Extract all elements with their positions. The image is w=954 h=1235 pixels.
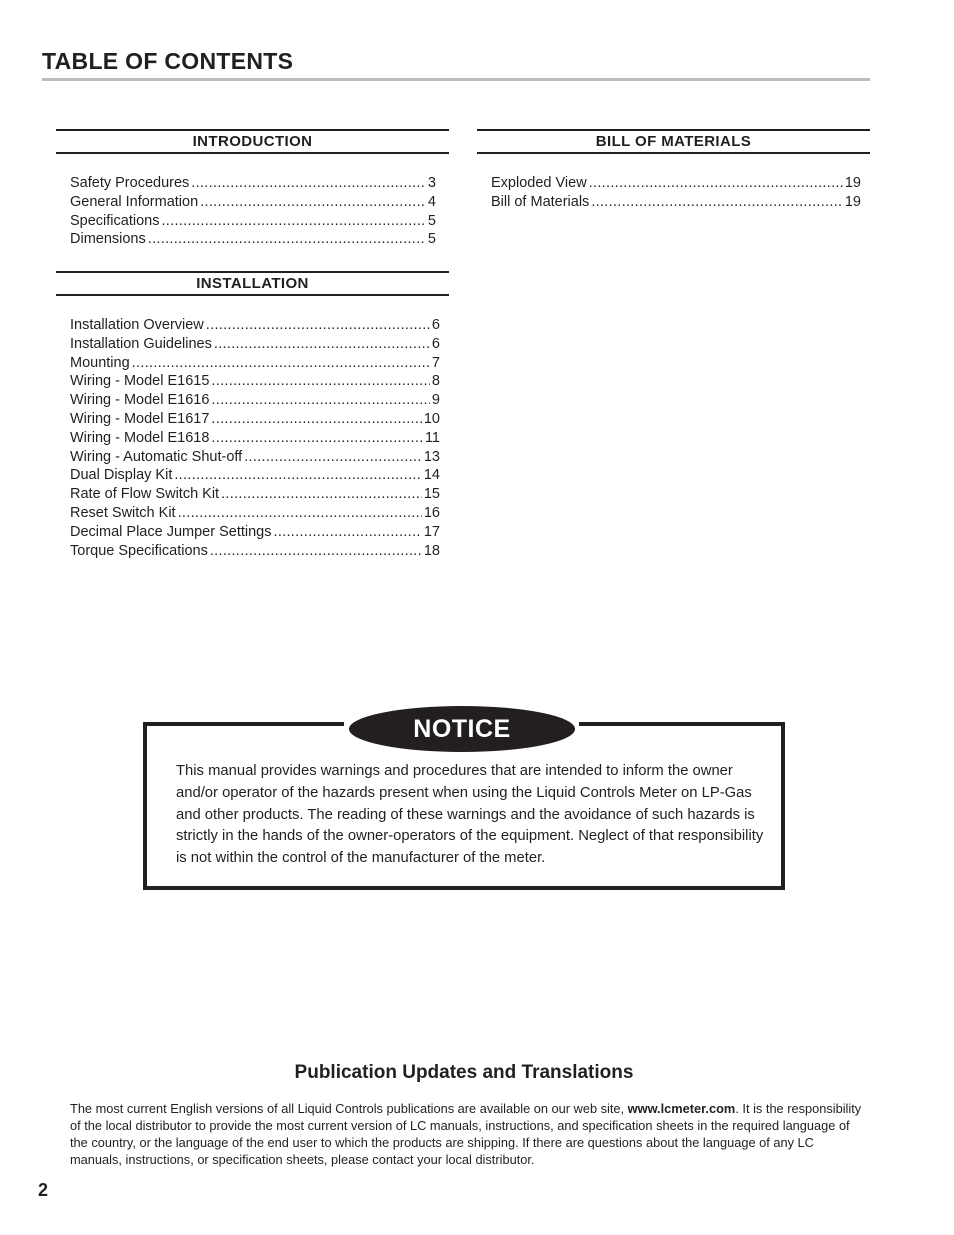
toc-entry-label: Exploded View [491,175,587,191]
toc-entry-label: Wiring - Model E1617 [70,410,210,427]
publication-text-intro: The most current English versions of all Liquid Controls publications are available on our web site, [70,1101,628,1116]
toc-leader-dots [210,542,422,561]
page-number: 2 [38,1180,49,1200]
toc-leader-dots [244,448,422,467]
publication-text-rest: . It is the responsibility of the local distributor to provide the most current version of LC manuals, instructions, and specification sheets in the required language of the country, or the language of the end user to which the products are shipping. If there are questions about the language of any LC manuals, instructions, or specification sheets, please contact your local distributor. [70,1101,862,1167]
toc-entry[interactable] [491,174,861,193]
toc-entry-page: 19 [844,193,861,210]
toc-leader-dots [178,504,422,523]
section-heading-bill-of-materials: BILL OF MATERIALS [477,129,870,154]
toc-entry-label: Reset Switch Kit [70,504,176,521]
toc-entry-label: General Information [70,193,199,210]
toc-entry-page: 10 [423,410,440,427]
toc-entry-page: 15 [423,486,440,503]
toc-list-introduction [70,174,436,249]
toc-entry[interactable] [70,391,440,410]
toc-entry-page: 4 [427,193,436,210]
toc-entry-label: Safety Procedures [70,175,190,191]
toc-leader-dots [132,354,430,373]
toc-entry-page: 9 [431,392,440,409]
toc-entry-page: 6 [431,317,440,333]
toc-leader-dots [211,410,421,429]
toc-entry-label: Wiring - Model E1615 [70,373,210,390]
toc-section-installation [56,271,449,560]
toc-entry-page: 11 [424,429,440,446]
toc-section-introduction [56,129,449,249]
toc-entry[interactable] [70,448,440,467]
section-heading-installation: INSTALLATION [56,271,449,296]
toc-leader-dots [200,193,426,212]
notice-text: This manual provides warnings and procedures that are intended to inform the owner and/or operator of the hazards present when using the Liquid Controls Meter on LP-Gas and other products. The reading of these warnings and the avoidance of such hazards is strictly in the hands of the owner-operators of the equipment. Neglect of that responsibility is not within the control of the manufacturer of the meter. [176,763,764,867]
toc-entry[interactable] [70,372,440,391]
toc-entry[interactable] [70,504,440,523]
toc-entry-page: 19 [844,175,861,191]
toc-leader-dots [148,230,426,249]
publication-heading: Publication Updates and Translations [294,1062,634,1083]
toc-leader-dots [214,335,430,354]
toc-leader-dots [174,466,422,485]
toc-entry[interactable] [70,429,440,448]
toc-entry[interactable] [70,466,440,485]
toc-entry-label: Bill of Materials [491,193,590,210]
toc-entry[interactable] [70,212,436,231]
toc-leader-dots [221,485,422,504]
toc-entry-label: Torque Specifications [70,542,208,559]
toc-entry-label: Rate of Flow Switch Kit [70,486,220,503]
toc-entry-page: 5 [427,231,436,248]
toc-entry[interactable] [70,230,436,249]
toc-leader-dots [589,174,843,193]
toc-list-bill-of-materials [491,174,861,212]
toc-leader-dots [191,174,426,193]
toc-leader-dots [211,429,423,448]
toc-entry-label: Wiring - Model E1616 [70,392,210,409]
toc-entry-page: 7 [431,354,440,371]
toc-entry[interactable] [70,335,440,354]
toc-entry-label: Decimal Place Jumper Settings [70,523,272,540]
toc-leader-dots [591,193,843,212]
toc-section-bill-of-materials [477,129,870,212]
toc-entry[interactable] [70,316,440,335]
toc-entry[interactable] [70,485,440,504]
toc-entry-page: 14 [423,467,440,484]
toc-entry[interactable] [70,542,440,561]
toc-entry-page: 16 [423,504,440,521]
toc-entry-label: Dimensions [70,231,146,248]
section-heading-introduction: INTRODUCTION [56,129,449,154]
publication-text [70,1100,865,1168]
toc-leader-dots [206,316,430,335]
toc-entry-label: Installation Guidelines [70,335,212,352]
toc-entry[interactable] [70,193,436,212]
toc-leader-dots [211,391,430,410]
toc-leader-dots [273,523,421,542]
toc-entry-label: Mounting [70,354,130,371]
toc-entry-page: 5 [427,212,436,229]
toc-entry-label: Installation Overview [70,317,204,333]
toc-entry-page: 17 [423,523,440,540]
page-title: TABLE OF CONTENTS [42,48,294,74]
toc-leader-dots [211,372,430,391]
toc-entry-label: Dual Display Kit [70,467,173,484]
toc-leader-dots [161,212,425,231]
toc-entry-page: 3 [427,175,436,191]
toc-entry[interactable] [70,174,436,193]
toc-entry-page: 18 [423,542,440,559]
toc-entry-page: 6 [431,335,440,352]
website-link[interactable]: www.lcmeter.com [627,1101,736,1116]
toc-entry-page: 13 [423,448,440,465]
toc-entry-page: 8 [431,373,440,390]
notice-label: NOTICE [349,706,575,752]
toc-list-installation [70,316,440,560]
toc-entry-label: Specifications [70,212,160,229]
toc-entry[interactable] [491,193,861,212]
toc-entry[interactable] [70,410,440,429]
toc-entry-label: Wiring - Automatic Shut-off [70,448,243,465]
title-rule [42,78,870,81]
toc-entry-label: Wiring - Model E1618 [70,429,210,446]
toc-entry[interactable] [70,523,440,542]
toc-entry[interactable] [70,354,440,373]
